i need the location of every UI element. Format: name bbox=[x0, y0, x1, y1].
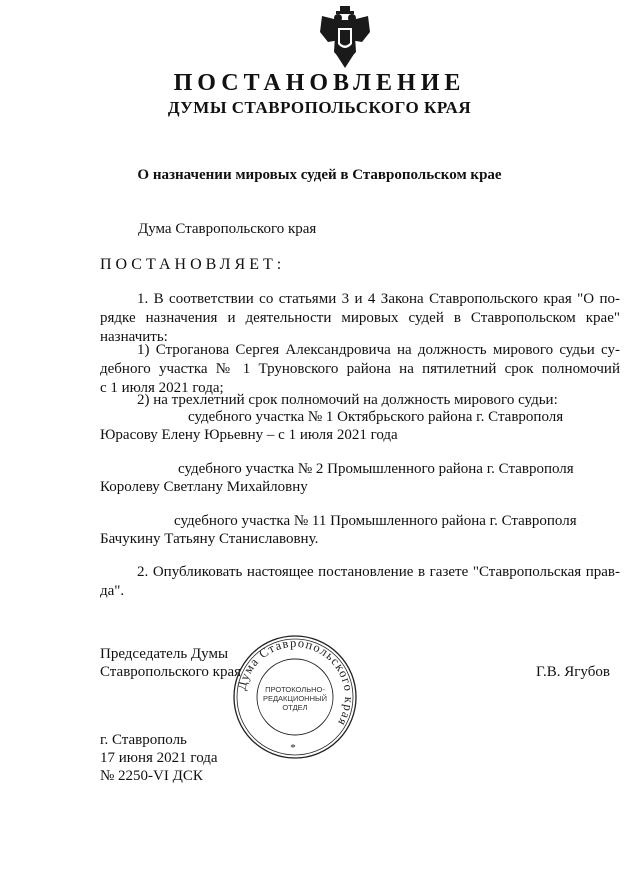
paragraph-1-2: 2) на трехлетний срок полномочий на должность мирового судьи: bbox=[137, 392, 558, 408]
stamp-outer-text: Дума Ставропольского края bbox=[234, 635, 357, 730]
document-title: ПОСТАНОВЛЕНИЕ bbox=[173, 70, 466, 96]
official-stamp bbox=[232, 634, 358, 760]
paragraph-line: да". bbox=[100, 583, 125, 599]
issuer-text: Дума Ставропольского края bbox=[138, 221, 317, 237]
paragraph-line: с 1 июля 2021 года; bbox=[100, 380, 224, 396]
city: г. Ставрополь bbox=[100, 732, 187, 748]
coat-of-arms-icon bbox=[318, 6, 372, 68]
paragraph-1-1 bbox=[100, 341, 620, 398]
resolution-heading: О назначении мировых судей в Ставропольском крае bbox=[137, 167, 502, 183]
appointment-district: судебного участка № 11 Промышленного района г. Ставрополя bbox=[174, 513, 577, 529]
date: 17 июня 2021 года bbox=[100, 750, 218, 766]
stamp-star-icon: * bbox=[290, 742, 296, 754]
appointment-person: Юрасову Елену Юрьевну – с 1 июля 2021 года bbox=[100, 427, 398, 443]
resolves-text: ПОСТАНОВЛЯЕТ: bbox=[100, 256, 286, 273]
stamp-inner-line1: ПРОТОКОЛЬНО- bbox=[265, 685, 325, 694]
paragraph-1 bbox=[100, 290, 620, 347]
stamp-inner-line3: ОТДЕЛ bbox=[282, 703, 308, 712]
appointment-district: судебного участка № 1 Октябрьского района г. Ставрополя bbox=[188, 409, 564, 425]
signer-name: Г.В. Ягубов bbox=[536, 664, 610, 680]
paragraph-line: назначить: bbox=[100, 329, 168, 345]
appointment-person: Королеву Светлану Михайловну bbox=[100, 479, 308, 495]
paragraph-line: 2. Опубликовать настоящее постановление в газете "Ставропольская прав- bbox=[137, 564, 620, 580]
appointment-person: Бачукину Татьяну Станиславовну. bbox=[100, 531, 319, 547]
signer-position-line1: Председатель Думы bbox=[100, 646, 229, 662]
paragraph-line: 1) Строганова Сергея Александровича на должность мирового судьи су- bbox=[137, 342, 620, 358]
signer-position-line2: Ставропольского края bbox=[100, 664, 241, 680]
document-subtitle: ДУМЫ СТАВРОПОЛЬСКОГО КРАЯ bbox=[167, 98, 472, 117]
paragraph-line: рядке назначения и деятельности мировых судей в Ставропольском крае" bbox=[100, 310, 620, 326]
paragraph-line: дебного участка № 1 Труновского района на пятилетний срок полномочий bbox=[100, 361, 620, 377]
paragraph-line: 1. В соответствии со статьями 3 и 4 Закона Ставропольского края "О по- bbox=[137, 291, 620, 307]
appointment-district: судебного участка № 2 Промышленного района г. Ставрополя bbox=[178, 461, 574, 477]
document-number: № 2250-VI ДСК bbox=[100, 768, 203, 784]
paragraph-2 bbox=[100, 563, 620, 601]
stamp-inner-line2: РЕДАКЦИОННЫЙ bbox=[262, 694, 328, 703]
